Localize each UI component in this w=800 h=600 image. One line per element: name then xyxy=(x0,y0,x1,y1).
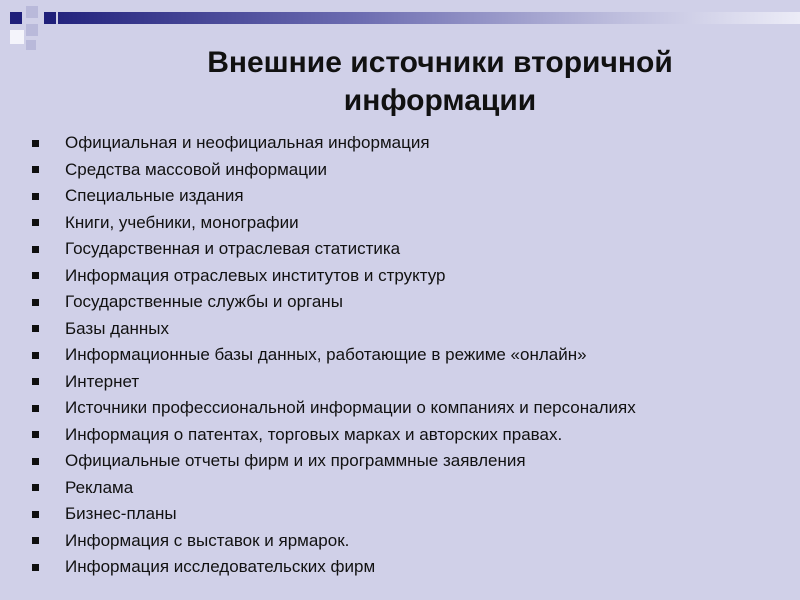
list-item-text: Информация о патентах, торговых марках и авторских правах. xyxy=(65,424,563,444)
list-item-text: Государственная и отраслевая статистика xyxy=(65,239,401,259)
square-bullet-icon xyxy=(32,166,39,173)
square-bullet-icon xyxy=(32,272,39,279)
list-item-text: Официальная и неофициальная информация xyxy=(65,133,430,153)
list-item-text: Государственные службы и органы xyxy=(65,292,343,312)
list-item xyxy=(32,501,792,528)
square-bullet-icon xyxy=(32,140,39,147)
decor-square-navy xyxy=(44,12,56,24)
list-item xyxy=(32,316,792,343)
square-bullet-icon xyxy=(32,219,39,226)
square-bullet-icon xyxy=(32,299,39,306)
decor-square-navy xyxy=(10,12,22,24)
square-bullet-icon xyxy=(32,564,39,571)
list-item-text: Реклама xyxy=(65,477,134,497)
list-item-text: Книги, учебники, монографии xyxy=(65,212,299,232)
list-item xyxy=(32,183,792,210)
list-item xyxy=(32,342,792,369)
square-bullet-icon xyxy=(32,458,39,465)
list-item xyxy=(32,395,792,422)
list-item-text: Официальные отчеты фирм и их программные заявления xyxy=(65,451,526,471)
slide-title-line1: Внешние источники вторичной xyxy=(207,46,673,79)
list-item-text: Интернет xyxy=(65,371,140,391)
square-bullet-icon xyxy=(32,537,39,544)
slide-title xyxy=(120,44,760,120)
square-bullet-icon xyxy=(32,484,39,491)
square-bullet-icon xyxy=(32,193,39,200)
list-item xyxy=(32,554,792,581)
square-bullet-icon xyxy=(32,511,39,518)
slide-title-line2: информации xyxy=(343,84,537,117)
square-bullet-icon xyxy=(32,431,39,438)
list-item-text: Информация с выставок и ярмарок. xyxy=(65,530,350,550)
list-item xyxy=(32,289,792,316)
list-item-text: Информация исследовательских фирм xyxy=(65,557,376,577)
list-item xyxy=(32,157,792,184)
square-bullet-icon xyxy=(32,352,39,359)
list-item-text: Специальные издания xyxy=(65,186,244,206)
list-item-text: Базы данных xyxy=(65,318,170,338)
decor-square-white xyxy=(10,30,24,44)
decor-square-light xyxy=(26,6,38,18)
decor-gradient-band xyxy=(58,12,800,24)
list-item-text: Источники профессиональной информации о компаниях и персоналиях xyxy=(65,398,636,418)
list-item xyxy=(32,210,792,237)
list-item-text: Информационные базы данных, работающие в режиме «онлайн» xyxy=(65,345,587,365)
list-item xyxy=(32,528,792,555)
list-item xyxy=(32,448,792,475)
square-bullet-icon xyxy=(32,405,39,412)
list-item xyxy=(32,236,792,263)
decor-square-light xyxy=(26,24,38,36)
list-item xyxy=(32,369,792,396)
list-item xyxy=(32,130,792,157)
square-bullet-icon xyxy=(32,246,39,253)
list-item xyxy=(32,475,792,502)
square-bullet-icon xyxy=(32,325,39,332)
bullet-list xyxy=(32,130,792,581)
list-item xyxy=(32,263,792,290)
list-item-text: Информация отраслевых институтов и структур xyxy=(65,265,446,285)
list-item-text: Средства массовой информации xyxy=(65,159,327,179)
list-item xyxy=(32,422,792,449)
square-bullet-icon xyxy=(32,378,39,385)
list-item-text: Бизнес-планы xyxy=(65,504,177,524)
decor-square-light xyxy=(26,40,36,50)
